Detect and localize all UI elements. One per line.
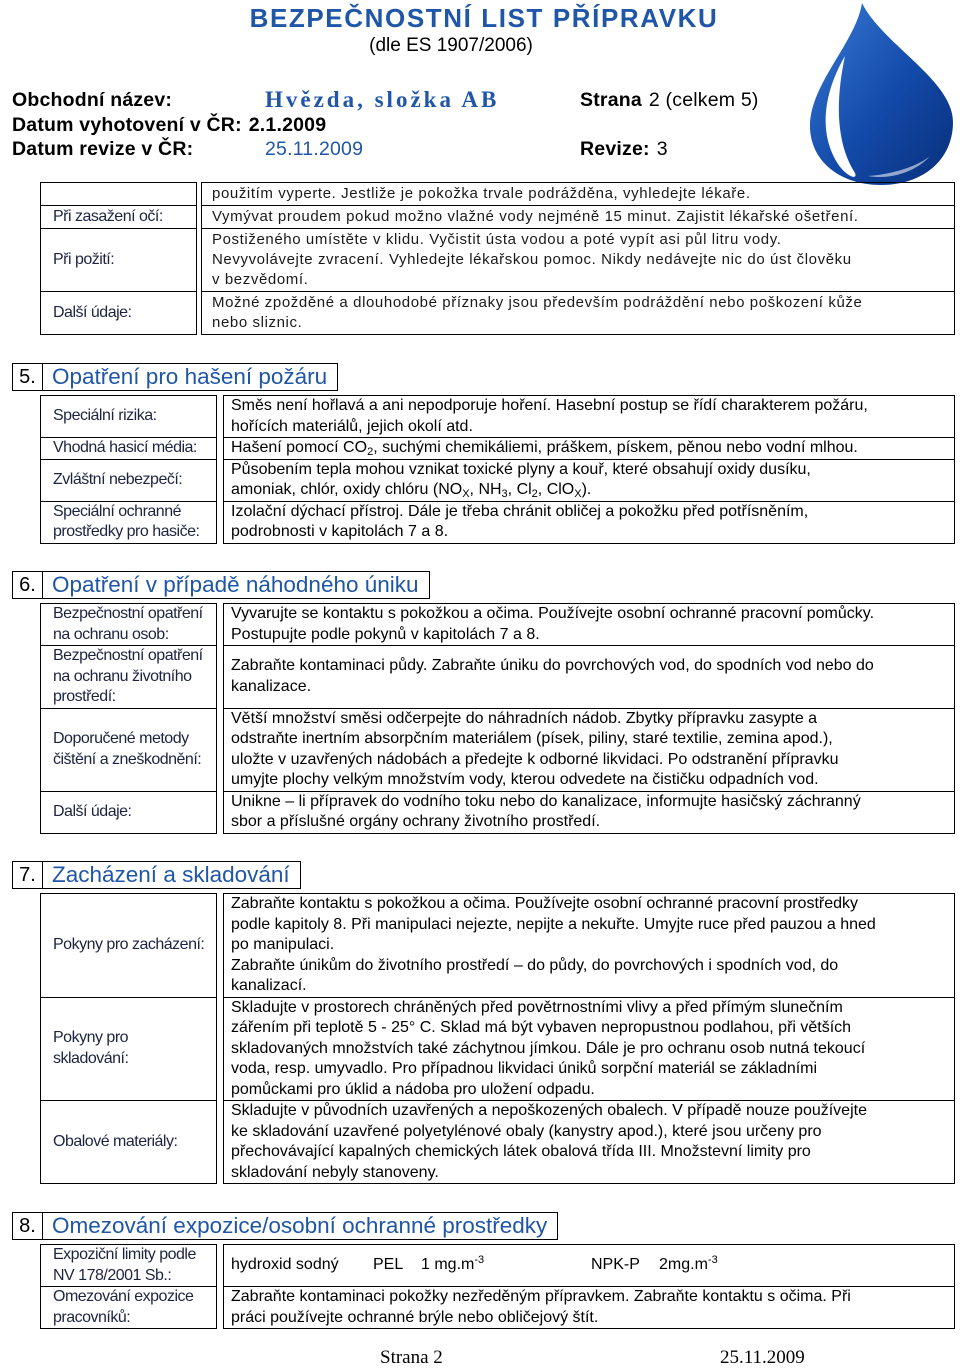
pel-value: 1 mg.m [421,1256,475,1274]
row-label [40,1244,217,1287]
subscript: 2 [367,446,374,458]
text-line: uložte v uzavřených nádobách a předejte k odborné likvidaci. Po odstranění přípravku [231,750,839,768]
section-5-firefighting [12,363,955,544]
section-header [12,861,955,889]
row-label [40,791,217,834]
label-line: Doporučené metody [53,730,189,747]
row-content [223,893,955,998]
label-line: Vhodná hasicí média: [53,439,197,456]
text-segment: ). [581,481,592,498]
text-line: Vymývat proudem pokud možno vlažné vody nejméně 15 minut. Zajistit lékařské ošetření. [212,208,859,225]
text-line: kanalizací. [231,977,307,994]
text-line [231,480,954,501]
table-row [40,459,955,502]
row-label [40,997,217,1102]
row-content [223,1100,955,1184]
table-row [40,437,955,460]
subscript: 2 [531,488,538,500]
section-number: 8. [12,1212,43,1240]
label-line: Speciální rizika: [53,407,157,425]
row-content [201,291,955,335]
table-row [40,501,955,544]
label-line: Další údaje: [53,304,132,321]
section-header [12,363,955,391]
table-row [40,708,955,792]
label-line: NV 178/2001 Sb.: [53,1266,172,1284]
trade-name: Hvězda, složka AB [265,87,500,112]
trade-name-row [12,88,172,112]
trade-name-label: Obchodní název: [12,89,173,111]
text-line: Unikne – li přípravek do vodního toku nebo do kanalizace, informujte hasičský záchranný [231,792,861,810]
table-row [40,1100,955,1184]
row-content [223,603,955,646]
subscript: X [574,488,582,500]
first-aid-continued-table [40,182,955,335]
subscript: X [462,488,470,500]
revision-date-row [12,137,193,161]
text-line: Postupujte podle pokynů v kapitolách 7 a 8. [231,625,540,643]
table-row [40,1286,955,1329]
text-line: Větší množství směsi odčerpejte do náhradních nádob. Zbytky přípravku zasypte a [231,709,818,727]
section-7-handling-storage [12,861,955,1184]
text-line: Postiženého umístěte v klidu. Vyčistit ústa vodou a poté vypít asi půl litru vody. [212,231,782,248]
label-line: na ochranu životního [53,667,192,685]
text-line: Zabraňte únikům do životního prostředí – do půdy, do povrchových i spodních vod, do [231,956,839,974]
page-label: Strana [580,89,642,111]
table-row [40,791,955,834]
section-header [12,571,955,599]
row-label [40,228,197,292]
pel-label: PEL [373,1256,404,1274]
table-row [40,291,955,335]
text-line: Zabraňte kontaminaci pokožky nezředěným přípravkem. Zabraňte kontaktu s očima. Při [231,1288,851,1305]
label-line: skladování: [53,1049,129,1067]
text-line: Zabraňte kontaminaci půdy. Zabraňte úniku do povrchových vod, do spodních vod nebo do [231,657,874,675]
revision-value: 3 [656,138,668,160]
table-row [40,205,955,229]
row-content [223,395,955,438]
text-line: Izolační dýchací přístroj. Dále je třeba chránit obličej a pokožku před potřísněním, [231,502,809,520]
row-content [201,228,955,292]
row-label [40,395,217,438]
pel-exponent: -3 [474,1254,485,1267]
section-header [12,1212,955,1240]
page-indicator [580,88,759,112]
page-value: 2 (celkem 5) [648,89,759,111]
text-line: Skladujte v původních uzavřených a nepoškozených obalech. V případě nouze používejte [231,1102,867,1119]
npk-value: 2mg.m [659,1256,708,1274]
label-line: Expoziční limity podle [53,1246,196,1263]
row-label [40,708,217,792]
text-segment: , ClO [537,481,575,498]
label-line: na ochranu osob: [53,625,169,643]
label-line: čištění a zneškodnění: [53,750,202,768]
text-line: práci používejte ochranné brýle nebo obličejový štít. [231,1308,599,1326]
text-line: Působením tepla mohou vznikat toxické plyny a kouř, které obsahují oxidy dusíku, [231,460,811,478]
table-row [40,645,955,709]
text-line: skladovaných množstvích také záchytnou jímkou. Dále je pro ochranu osob nutná tekoucí [231,1039,866,1057]
row-label [40,501,217,544]
revision-date: 25.11.2009 [265,138,364,160]
label-line: prostředky pro hasiče: [53,523,200,540]
row-label [40,1286,217,1329]
text-line: skladování nebyly stanoveny. [231,1163,439,1181]
npk-label: NPK-P [591,1256,640,1274]
table-row [40,228,955,292]
label-line: Pokyny pro [53,1029,129,1047]
text-line: nebo sliznic. [212,314,303,331]
label-line: Obalové materiály: [53,1132,178,1150]
section-title: Omezování expozice/osobní ochranné prostředky [43,1212,558,1240]
row-label [40,1100,217,1184]
section-number: 5. [12,363,43,391]
exposure-limit-line [231,1255,954,1276]
table-row [40,182,955,206]
table-row [40,1244,955,1287]
section-table [40,395,955,544]
text-line: umyjte plochy velkým množstvím vody, kterou odvedete na čističku odpadních vod. [231,771,819,788]
text-line: ke skladování uzavřené polyetylénové obaly (kanystry apod.), které jsou určeny pro [231,1122,822,1140]
label-line: Bezpečnostní opatření [53,647,203,664]
table-row [40,395,955,438]
section-number: 6. [12,571,43,599]
row-content [223,1244,955,1287]
row-label [40,603,217,646]
section-title: Zacházení a skladování [43,861,301,889]
text-line: Skladujte v prostorech chráněných před povětrnostními vlivy a před přímým slunečním [231,998,843,1016]
text-segment: , suchými chemikáliemi, práškem, pískem, pěnou nebo vodní mlhou. [373,439,858,456]
table-row [40,603,955,646]
label-line: Bezpečnostní opatření [53,605,203,622]
row-content [223,437,955,460]
row-content [223,997,955,1102]
row-content [223,708,955,792]
row-label [40,893,217,998]
text-line: Směs není hořlavá a ani nepodporuje hoření. Hasební postup se řídí charakterem požáru, [231,397,868,414]
subscript: 3 [501,488,508,500]
row-label [40,205,197,229]
section-table [40,603,955,834]
section-table [40,893,955,1184]
label-line: Speciální ochranné [53,502,181,520]
table-row [40,893,955,998]
footer-date: 25.11.2009 [720,1347,805,1368]
text-segment: , NH [469,481,502,498]
text-line: sbor a příslušné orgány ochrany životního prostředí. [231,813,601,830]
text-line [231,438,954,459]
pel-value-group [421,1255,591,1276]
text-segment: Hašení pomocí CO [231,439,368,456]
label-line: Další údaje: [53,802,132,820]
row-content [201,205,955,229]
text-line: voda, resp. umyvadlo. Pro případnou likvidaci úniků sorpční materiál se základními [231,1060,818,1077]
text-line: odstraňte inertním absorpčním materiálem (písek, piliny, staré textilie, zemina apod.), [231,730,833,747]
text-line: přechovávající kapalných chemických látek obalová třída III. Množstevní limity pro [231,1143,811,1160]
npk-value-group [659,1255,718,1276]
document-subtitle: (dle ES 1907/2006) [369,35,533,56]
section-8-exposure-controls [12,1212,955,1329]
text-line: po manipulaci. [231,936,335,953]
text-line: hořících materiálů, jejich okolí atd. [231,417,473,435]
issue-date-row [12,113,326,137]
text-line: Zabraňte kontaktu s pokožkou a očima. Používejte osobní ochranné pracovní prostředky [231,895,859,912]
label-line: Omezování expozice [53,1288,194,1305]
row-content [223,459,955,502]
revision-label: Revize: [580,138,650,160]
text-line: pomůckami pro úklid a nádoba pro uložení odpadu. [231,1080,595,1098]
row-label [40,459,217,502]
label-line: prostředí: [53,688,116,705]
text-line: Nevyvolávejte zvracení. Vyhledejte lékařskou pomoc. Nikdy nedávejte nic do úst člověku [212,251,852,268]
revision-date-label: Datum revize v ČR: [12,138,194,160]
text-segment: , Cl [507,481,532,498]
text-line: v bezvědomí. [212,271,309,288]
row-content [223,501,955,544]
section-table [40,1244,955,1329]
label-line: Zvláštní nebezpečí: [53,470,183,488]
row-label [40,645,217,709]
label-line: Pokyny pro zacházení: [53,936,205,953]
footer-page: Strana 2 [380,1347,443,1368]
substance-name: hydroxid sodný [231,1256,339,1274]
row-label [40,182,197,206]
water-drop-logo-icon [798,0,958,190]
row-label [40,437,217,460]
text-line: podrobnosti v kapitolách 7 a 8. [231,523,449,540]
section-title: Opatření v případě náhodného úniku [43,571,430,599]
label-line: Při zasažení očí: [53,208,163,225]
section-number: 7. [12,861,43,889]
row-content [223,1286,955,1329]
text-line: použitím vyperte. Jestliže je pokožka trvale podrážděna, vyhledejte lékaře. [212,185,751,202]
section-title: Opatření pro hašení požáru [43,363,338,391]
row-content [223,791,955,834]
document-title: BEZPEČNOSTNÍ LIST PŘÍPRAVKU [249,3,719,33]
text-line: kanalizace. [231,677,312,695]
npk-exponent: -3 [707,1254,718,1267]
text-line: Vyvarujte se kontaktu s pokožkou a očima. Používejte osobní ochranné pracovní pomůcky. [231,605,875,622]
text-segment: amoniak, chlór, oxidy chlóru (NO [231,481,463,498]
section-6-accidental-release [12,571,955,834]
issue-date: 2.1.2009 [248,114,327,136]
row-label [40,291,197,335]
revision-number [580,137,668,161]
label-line: Při požití: [53,251,115,268]
row-content [223,645,955,709]
table-row [40,997,955,1102]
text-line: podle kapitoly 8. Při manipulaci nejezte, nepijte a nekuřte. Umyjte ruce před pauzou a hned [231,915,876,933]
row-content [201,182,955,206]
text-line: zářením při teplotě 5 - 25° C. Sklad má být vybaven nepropustnou podlahou, při větších [231,1019,852,1036]
issue-date-label: Datum vyhotovení v ČR: [12,114,242,136]
label-line: pracovníků: [53,1308,131,1326]
text-line: Možné zpožděné a dlouhodobé příznaky jsou především podráždění nebo poškození kůže [212,294,863,311]
